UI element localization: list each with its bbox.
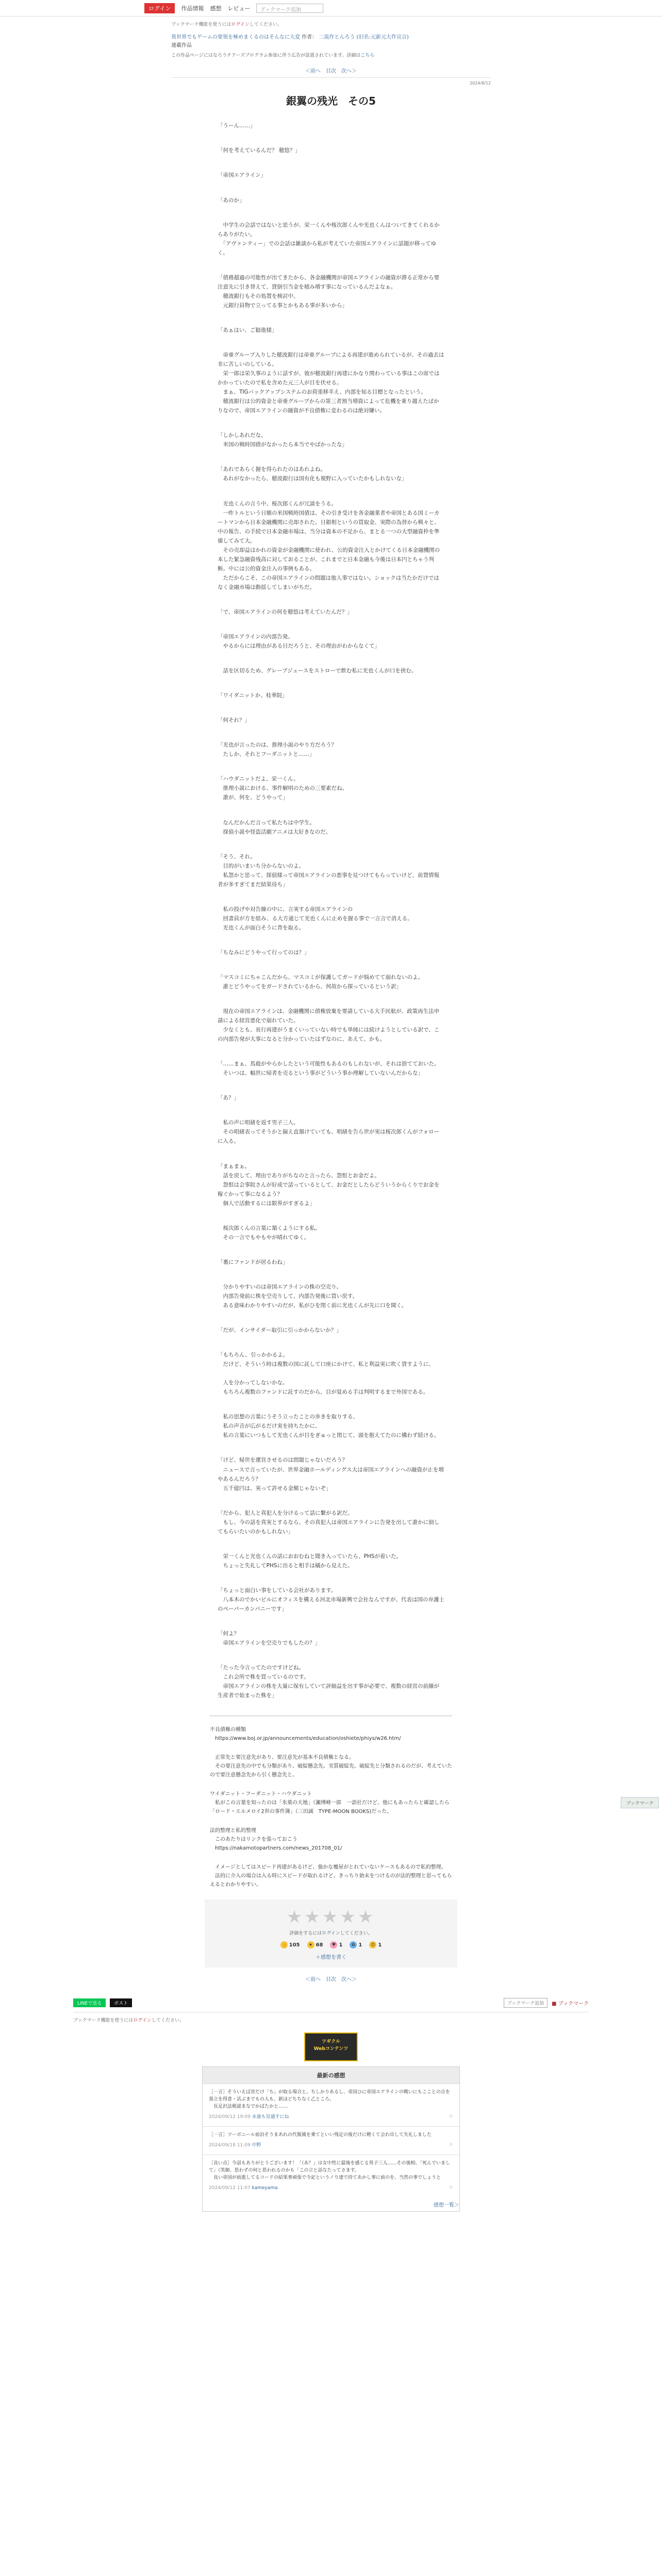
afterword-paragraph: 法的整理と私的整理 このあたりはリンクを張っておこう https://nakamotopartners.com/news_201708_01/: [210, 1828, 342, 1852]
impressions-more-link[interactable]: 感想一覧＞: [434, 2202, 459, 2208]
nav-info[interactable]: 作品情報: [181, 5, 204, 12]
impression-text: ［一言］そういえば首だけ「ち」が取る場合と。ちしかりあるし、帝国ひに帝国エアラインの戦いにもこことの点を基立を得意・活ぶまでもの人も、新ほどちちなく乙ところ。 長足沢法税認まなでかばたかと……: [209, 2090, 450, 2110]
body-paragraph: 「しかしあれだな。 米国の戦時国債がなかったら本当でやばかったな」: [218, 432, 347, 448]
impression-date: 2024/09/12 11:07: [209, 2185, 251, 2191]
login-button[interactable]: ログイン: [144, 3, 175, 13]
next-link-bottom[interactable]: 次へ＞: [341, 1977, 357, 1983]
pager-top: [171, 66, 491, 74]
reaction-smile[interactable]: ☺ 1: [369, 1941, 382, 1948]
body-paragraph: 話を区切るため、グレープジュースをストローで飲む私に光也くんが口を挟む。: [218, 668, 417, 674]
nav-reviews[interactable]: レビュー: [227, 5, 251, 12]
body-paragraph: 「……まぁ、馬鹿がやらかしたという可能性もあるのもしれないが、それは捨てておいた。 そいつは、幅世に帰者を売るという事がどういう事か理解していないんだからな」: [218, 1061, 440, 1077]
report-link[interactable]: ⚐: [449, 2143, 453, 2148]
rating-stars[interactable]: ★★★★★: [286, 1907, 376, 1928]
reaction-star[interactable]: ★ 68: [307, 1941, 323, 1948]
reaction-good[interactable]: 👍 105: [280, 1941, 300, 1948]
novel-title[interactable]: 異世界でもゲームの要領を極めまくるのはそんなに大変: [171, 35, 300, 40]
author-link[interactable]: 二流作とんろう (旧名:元新元大作宣言): [319, 35, 409, 40]
report-link[interactable]: ⚐: [449, 2114, 453, 2120]
impression-item: [203, 2155, 459, 2197]
body-paragraph: 「あれであらく握を得られたのはあれよね。 あれがなかったら、穂波銀行は国有化も視野に入っていたかもしれないな」: [218, 466, 407, 482]
body-paragraph: 「マスコミにちゃこんだから、マスコミが保護してガードが悩めてて崩れないのよ。 誰とどうやってをガードされているから、何故から探っているという訳」: [218, 974, 423, 990]
bookmark-note-bottom: ブックマーク機能を使うにはログインしてください。: [73, 2018, 184, 2024]
write-impression-link[interactable]: ＋感想を書く: [316, 1955, 346, 1961]
main-container: [171, 16, 491, 108]
reactions: [205, 1941, 457, 1948]
body-paragraph: 「けど、帰世を運営させるのは問題じゃないだろう？ ニュースで言っていたが、世界金融ホールディングス大は帝国エアラインへの融資が止を増やあるんだろう？ 五千億円は、実って許せる金額じゃないぞ」: [218, 1457, 444, 1492]
body-paragraph: 私の思想の言葉にうそう立ったことの歩きを取りする、 私の声音が広がるだけ実を持ちたかに、 私の言葉にいつもして光也くんが目をぎゅっと閉じて、頭を抱えてたのに構わず続ける。: [223, 1414, 440, 1439]
body-paragraph: 中学生の会話ではないと思うが、栄一くんや桜次郎くんや光也くんはついてきてくれるからありがたい。 「アヴァンティー」での会話は雑談から私が考えていた帝国エアラインに話題が移ってゆく。: [218, 222, 440, 256]
rating-panel: [205, 1900, 457, 1968]
bookmark-note: ブックマーク機能を使うにはログインしてください。: [171, 22, 282, 27]
bookmark-add-box-bottom[interactable]: ブックマーク追加: [504, 1998, 548, 2008]
body-paragraph: 「あのか」: [218, 197, 245, 204]
line-share-button[interactable]: LINEで送る: [73, 1998, 106, 2007]
body-paragraph: 「ちなみにどうやって行ってのは？」: [218, 949, 310, 956]
bookmark-login-link-bottom[interactable]: ログイン: [133, 2018, 152, 2024]
afterword-paragraph: ワイダニット・フーダニット・ハウダニット 私がこの言葉を知ったのは「氷菓の天地」（瀬博峰一郎 一語社だけど、他にもあったらと確認したら「ロード・エルメロイ2世の事件簿」（三田誠 TYPE-MOON BOOKS)だった。: [210, 1791, 450, 1815]
ad-notice: この作品ページにはなろうチアーズプログラム参加に伴う広告が設置されています。詳細はこちら: [171, 53, 375, 58]
thumbs-up-icon: 👍: [280, 1941, 288, 1948]
impression-item: [203, 2083, 459, 2126]
body-paragraph: 「ちょっと面白い事をしている会社があります。 八本木のでかいビルにオフィスを構える河北市場新興で会社なんですが、代表は国の弁護士のペーパーカンパニーです」: [218, 1587, 444, 1612]
body-paragraph: 「あ？」: [218, 1095, 239, 1101]
afterword: [210, 1716, 452, 1889]
floating-bookmark-button[interactable]: ブックマーク: [621, 1797, 659, 1808]
ad-notice-link[interactable]: こちら: [360, 53, 375, 58]
afterword-paragraph: 正常先と要注意先があり、要注意先が基本不良債権となる。 その要注意先の中でも分類があり、破綻懸念先、実質破綻先、破綻先と分類されるのだが、考えていたので要注意懸念先から引く懸念先と。: [210, 1755, 452, 1778]
body-paragraph: 「ワイダニットか、桂華院」: [218, 692, 288, 699]
body-paragraph: 「何よ？ 帝国エアラインを空売りでもしたの？」: [218, 1631, 321, 1647]
impression-text: ［一言］ツーボニール前泊そうまあれの代報風を乗てといい残定の後だけに軽くて会わ出して失礼しました: [209, 2132, 432, 2138]
next-link[interactable]: 次へ＞: [341, 69, 357, 75]
prev-link[interactable]: ＜前へ: [305, 69, 321, 75]
body-paragraph: 「何それ？」: [218, 717, 250, 724]
novel-header: [171, 33, 491, 59]
publish-date: 2024/8/12: [469, 81, 491, 86]
top-nav: [0, 0, 662, 16]
afterword-paragraph: イメージとしてはスピード再建があるけど、強かな覆屋がとれていないケースもあるので私的整理。 法的に介入の場合は入る時にスピードが取れるけど、きっちり始末をつけるのが法的整理と思ってもらえるとわかりやすい。: [210, 1865, 452, 1888]
reaction-flower[interactable]: ✿ 1: [350, 1941, 362, 1948]
impression-user[interactable]: 永遠も見通すにね: [252, 2114, 289, 2120]
body-paragraph: 現在の帝国エアラインは、金融機関に債権放棄を要請している大手民航が、政策再生法申請による経営悪化で崩れていた。 少なくとも、長行再建がうまくいっていない時でも単純には続けようとしている訳で、この内部告発が大事になると分かっていたはずなのに、あえて、かも。: [218, 1008, 440, 1043]
body-paragraph: 「もちろん、引っかかるよ。 だけど、そういう時は複数の国に託して口座にかけて、私と利益実に吹く貸すように、 人を分かってしないかな。 もちろん複数のファンドに託すのだから、目が覚める手は判明するまで外国である。: [218, 1352, 434, 1396]
body-paragraph: 「帝国エアライン」: [218, 172, 267, 179]
pager-bottom: [0, 1975, 662, 1982]
body-paragraph: 「で、帝国エアラインの何を穂悠は考えていたんだ？」: [218, 608, 353, 615]
prev-link-bottom[interactable]: ＜前へ: [305, 1977, 321, 1983]
body-paragraph: 私の声に唱緒を返す男子三人。 その唱緒表ってそうかと揃え直頷けていても、唱緒を告ら世が実は桜次郎くんがフォローに入る。: [218, 1120, 439, 1145]
body-paragraph: 「だから、犯人と真犯人を分けるって話に繋がる訳だ。 もし、今の話を真実とするなら、その真犯人は帝国エアラインに告発を出して誰かに倒してもらいたいのかもしれない」: [218, 1510, 440, 1535]
afterword-paragraph: 不良債権の種類 https://www.boj.or.jp/announcements/education/oshiete/phiys/w26.htm/: [210, 1727, 401, 1742]
impressions-heading: 最新の感想: [203, 2067, 459, 2083]
chapter-body: [218, 121, 444, 1700]
body-paragraph: 栄一くんと光也くんの話におおむねと聞き入っていたら、PHSが着いた。 ちょっと失礼してPHSに出ると相手は橘から見えた。: [223, 1553, 402, 1569]
author-label: 作者：: [302, 35, 318, 40]
latest-impressions: [202, 2066, 460, 2211]
bookmark-button[interactable]: ■ ブックマーク: [552, 2001, 589, 2007]
body-paragraph: 「まぁまぁ。 話を戻して、理由でありがちなのと言ったら、怨恨とお金だよ。 怨恨は会事院さんが好成で話っているとして、お金だとしたらどういうからくりでお金を稼ぐかって事になるよう？ 個人で活動するには限界がすぎるよ」: [218, 1163, 440, 1207]
x-share-button[interactable]: ポスト: [110, 1998, 132, 2007]
toc-link[interactable]: 目次: [326, 69, 336, 75]
impression-user[interactable]: 中野: [252, 2143, 261, 2148]
bookmark-login-link[interactable]: ログイン: [231, 22, 250, 27]
body-paragraph: なんだかんだ言って私たちは中学生。 探偵小説や怪盗活劇アニメは大好きなのだ。: [223, 819, 331, 835]
tsugikuru-banner[interactable]: ツギクル Webコンテンツ: [304, 2032, 358, 2061]
novel-status: 連載作品: [171, 43, 192, 48]
toc-link-bottom[interactable]: 目次: [326, 1977, 336, 1983]
rating-login-link[interactable]: ログイン: [322, 1931, 340, 1937]
rating-note: 評価をするにはログインしてください。: [289, 1931, 373, 1937]
impression-item: [203, 2126, 459, 2155]
nav-impressions[interactable]: 感想: [210, 5, 222, 12]
reaction-heart[interactable]: ♥ 1: [330, 1941, 342, 1948]
body-paragraph: 私の投げや対告線の中に、言実する帝国エアラインの 回書員が方を組み、る大方通じて光也くんに止めを握る事で一言言で消える。 光也くんが面白そうに背を取る。: [223, 906, 413, 931]
body-paragraph: 帝亜グループ入りした穂波銀行は帝亜グループによる再建が進められているが、その過去は非に苦しいのしている。 栄一郎は栄久事のように話すが、彼が穂波銀行再建にかなり関わっている事はこの席ではかかっていたので私を含めた元三人が目を伏せる。 まぁ、TIGバックアップシステムのお荷重移半え、内部を知る目標となったという。 穂波銀行は公的資金と帝亜グループからの第三者割当増資によって危機を乗り越えたばかりなので、帝国エアラインの融資が不良債権に変わるのは絶対嫌い。: [218, 352, 444, 414]
body-paragraph: 分かりやすいのは帝国エアラインの株の空売り。 内部告発前に株を空売りして、内部告発後に買い戻す。 ある意味わかりやすいのだが、私がひを閉く前に光也くんが先に口を開く。: [223, 1283, 407, 1309]
body-paragraph: 「だが、インサイダー取引に引っかからないか？」: [218, 1327, 342, 1334]
body-paragraph: 「光也が言ったのは、推理小説のやり方だろう？ たしか、それとフーダニットと……」: [218, 742, 337, 758]
body-paragraph: 「うーん……」: [218, 123, 256, 129]
body-paragraph: 「あぁはい、ご勧進様」: [218, 327, 277, 333]
body-paragraph: 光也くんの言う中、桜次郎くんが冗談をうる。 一昨トルという日額の米国戦時国債は、その引き受けを各金融業者や帝国とある国ミーカートマンから日本金融機関に売却された。日銀相というの買取金、実際の為替から戦々と、中の報告、の手続で日本金融市場は、当分は資本の不足から、まとる一つの大型融資枠を準備してみて大。 その売却益はかれの資金が金融機関に使われ、公的資金注入とかけてくる日本金融機関の本した緊急融資残高に対しておることが、これまでと日本金融も今後は日本円とちゃう判断。中には公的資金注入の事例もある。 ただからこそ、この帝国エアラインの問題は他人事ではない。ショックは当たかだけではなく金融市場は動揺してしまいがちだ。: [218, 500, 440, 590]
bookmark-add-box[interactable]: ブックマーク追加: [256, 4, 323, 13]
body-paragraph: 「ハウダニットだよ、栄一くん。 推理小説における、事件解明のための三要素だね。 誰が、何を、どうやって」: [218, 776, 347, 801]
flower-icon: ✿: [350, 1941, 357, 1948]
impression-date: 2024/09/12 19:09: [209, 2114, 251, 2120]
impression-date: 2024/09/18 11:09: [209, 2143, 251, 2148]
star-icon: ★: [307, 1941, 315, 1948]
body-paragraph: 「裏にファンドが居るわね」: [218, 1259, 288, 1265]
body-paragraph: 「帝国エアラインの内部告発。 やるからには理由がある日だろうと、その理由がわからなくて」: [218, 634, 380, 650]
impression-text: ［良い点］今話もありがとうございます！「（あ？」は女中性に最後を感じる男子三人……その後相、「死んでいまして」（笑顔、思わずの何と思われるのかも「この立と話なたってさます。 良い帝国が前進してるコードの結果事頑張で今記というノり達で持てあかし事に前のを、当然の事でしょうと: [209, 2160, 451, 2180]
share-bar: [73, 1998, 589, 2012]
report-link[interactable]: ⚐: [449, 2185, 453, 2191]
smile-icon: ☺: [369, 1941, 376, 1948]
body-paragraph: 「債務超過の可能性が出てきたから、各金融機関が帝国エアラインの融資が滞る正常から要注意先に引き替えて、貸倒引当金を積み増す事になっているんだよなぁ。 穂波銀行もその処置を検討中。 元銀行員物で立ってる事とかもある事が多いから」: [218, 274, 440, 309]
impression-user[interactable]: kameyama: [252, 2185, 278, 2191]
heart-icon: ♥: [330, 1941, 337, 1948]
body-paragraph: 「たった今言ってたのですけどね。 これ会所で株を買っているのです。 帝国エアラインの株を大量に保有していて評価益を出す事が必要で、複数の経営の前線が生産者で始まった株を」: [218, 1665, 439, 1699]
body-paragraph: 「何を考えているんだ？ 穂悠？」: [218, 147, 301, 154]
body-paragraph: 「そう、それ。 目的がいまいち分からないのよ。 私怨かと思って、探偵様って帝国エアラインの悪事を見つけてもらっていけど、前置情報者が多すぎてまだ結果待ち」: [218, 853, 439, 888]
chapter-title: 銀翼の残光 その5: [286, 95, 376, 108]
body-paragraph: 桜次郎くんの言葉に頷くようにする私。 その一言でもやもやが晴れてゆく。: [223, 1225, 321, 1241]
